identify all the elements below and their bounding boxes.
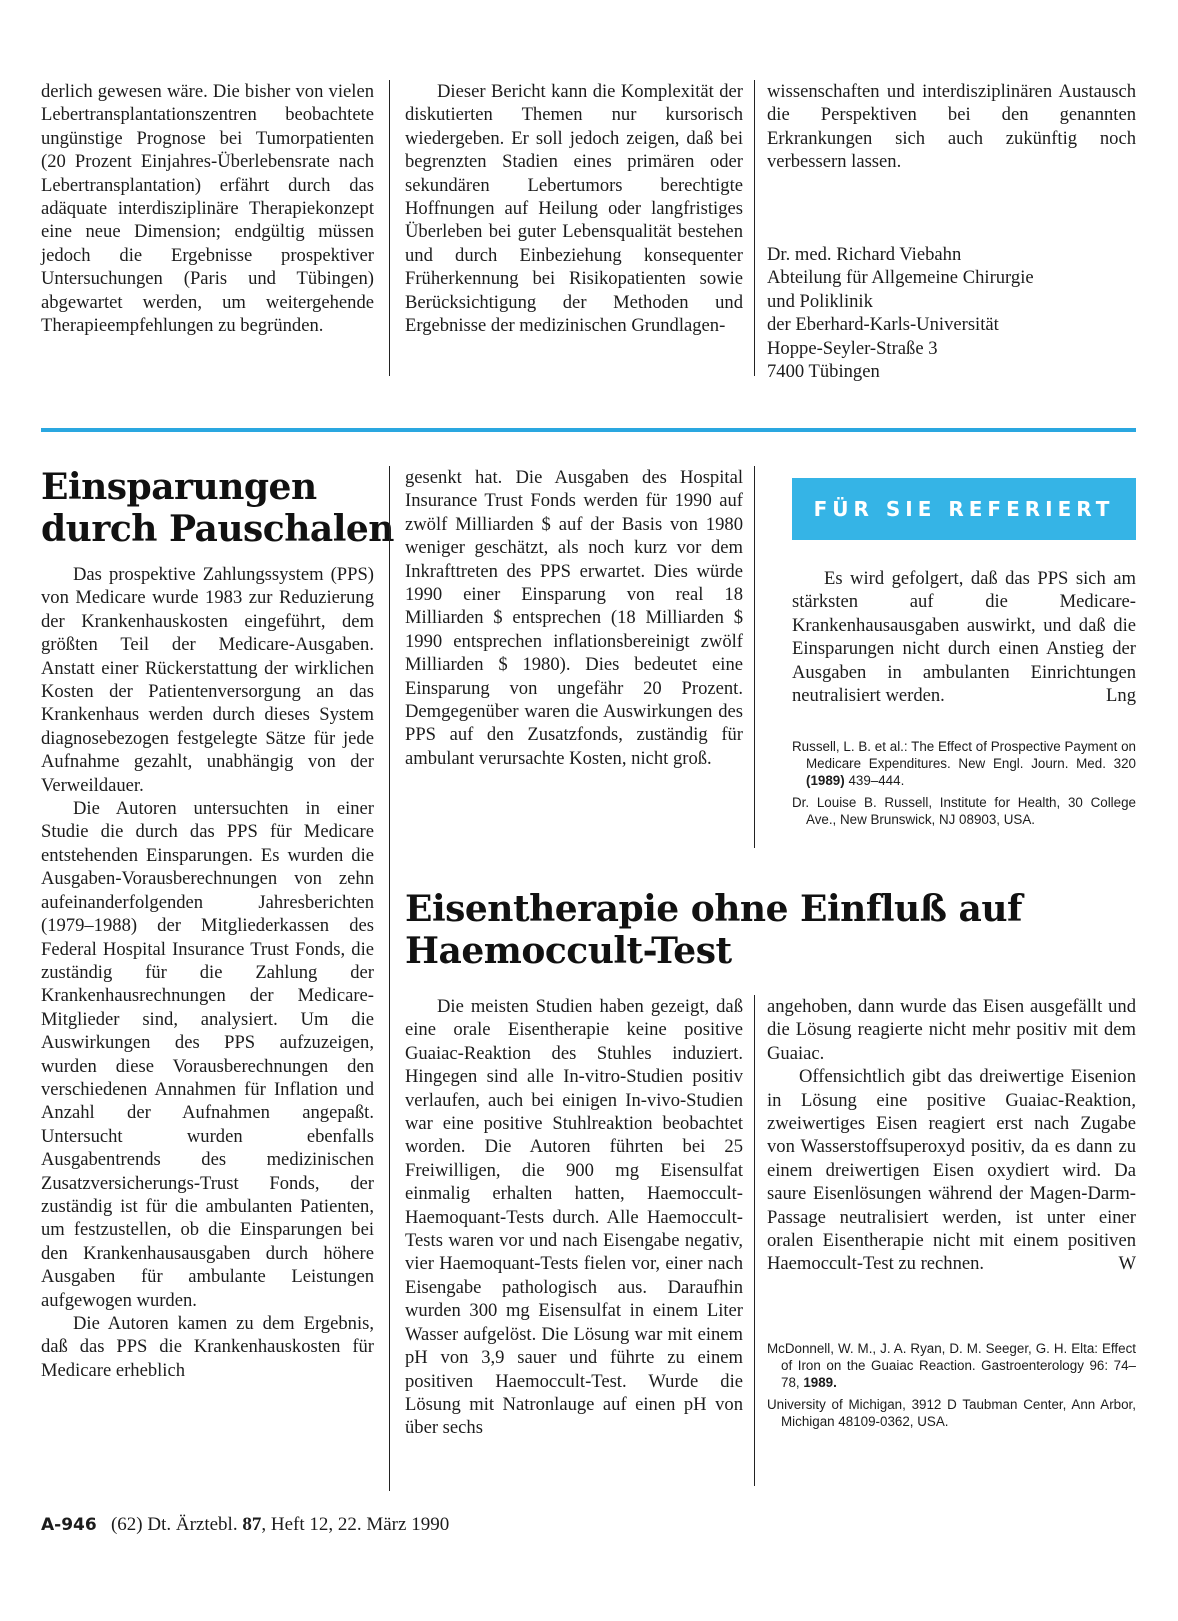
reference-citation (792, 738, 1136, 789)
citation-text: McDonnell, W. M., J. A. Ryan, D. M. Seeger, G. H. Elta: Effect of Iron on the Guaiac Reaction. Gastroenterology 96: 74–78, (767, 1341, 1136, 1390)
article-title-einsparungen (41, 466, 394, 550)
article1-column-2 (405, 466, 743, 770)
article1-col2-text: gesenkt hat. Die Ausgaben des Hospital Insurance Trust Fonds werden für 1990 auf zwölf Milliarden $ auf der Basis von 1980 weniger geschätzt, als noch kurz vor dem Inkrafttreten des PPS erwartet. Dies würde 1990 einer Einsparung von real 18 Milliarden $ entsprechen (18 Milliarden $ 1990 entsprechen inflationsbereinigt zwölf Milliarden $ 1980). Dies bedeutet eine Einsparung von ungefähr 20 Prozent. Demgegenüber waren die Auswirkungen des PPS auf den Zusatzfonds, zuständig für ambulant verursachte Kosten, nicht groß. (405, 467, 743, 769)
section-divider-rule (41, 428, 1136, 432)
article1-col3-text (792, 567, 1136, 707)
article2-column-2 (767, 995, 1136, 1276)
article2-col1-text: Die meisten Studien haben gezeigt, daß eine orale Eisentherapie keine positive Guaiac-Reaktion des Stuhles induziert. Hingegen sind alle In-vitro-Studien positiv verlaufen, auch bei einigen In-vivo-Studien war eine positive Stuhlreaktion beobachtet worden. Die Autoren führten bei 25 Freiwilligen, die 900 mg Eisensulfat einmalig erhalten hatten, Haemoccult-Haemoquant-Tests durch. Alle Haemoccult-Tests waren vor und nach Eisengabe negativ, vier Haemoquant-Tests fielen vor, einer nach Eisengabe pathologisch aus. Daraufhin wurden 300 mg Eisensulfat in einem Liter Wasser aufgelöst. Die Lösung war mit einem pH von 3,9 sauer und führte zu einem positiven Haemoccult-Test. Wurde die Lösung mit Natronlauge auf einen pH von über sechs (405, 996, 743, 1439)
signature-line: und Poliklinik (767, 290, 873, 312)
article2-references (767, 1340, 1136, 1435)
signature-line: Hoppe-Seyler-Straße 3 (767, 337, 938, 359)
top-column-1 (41, 80, 374, 337)
article1-summary: Es wird gefolgert, daß das PPS sich am stärksten auf die Medicare-Krankenhausausgaben auswirkt, und daß die Einsparungen nicht durch einen Anstieg der Ausgaben in ambulanten Einrichtungen neutralisiert werden. (792, 568, 1136, 707)
column-divider (389, 80, 390, 376)
article2-column-1 (405, 995, 743, 1440)
top-col1-text: derlich gewesen wäre. Die bisher von vielen Lebertransplantationszentren beobachtete ungünstige Prognose bei Tumorpatienten (20 Prozent Einjahres-Überlebensrate nach Lebertransplantation) erfährt durch das adäquate interdisziplinäre Therapiekonzept eine neue Dimension; endgültig müssen jedoch die Ergebnisse prospektiver Untersuchungen (Paris und Tübingen) abgewartet werden, um weitergehende Therapieempfehlungen zu begründen. (41, 81, 374, 337)
column-divider (754, 466, 755, 848)
article1-column-1 (41, 563, 374, 1382)
reference-address: University of Michigan, 3912 D Taubman Center, Ann Arbor, Michigan 48109-0362, USA. (767, 1397, 1136, 1429)
reference-address: Dr. Louise B. Russell, Institute for Health, 30 College Ave., New Brunswick, NJ 08903, USA. (792, 795, 1136, 827)
page-number: A-946 (41, 1515, 97, 1535)
author-tag: Lng (1106, 685, 1136, 707)
top-column-3 (767, 80, 1136, 174)
article1-paragraph: Die Autoren untersuchten in einer Studie die durch das PPS für Medicare entstehenden Einsparungen. Es wurden die Ausgaben-Vorausberechnungen von zehn aufeinanderfolgenden Jahresberichten (1979–1988) der Mitgliederkassen des Federal Hospital Insurance Trust Fonds, die zuständig für die Zahlung der Krankenhausrechnungen der Medicare-Mitglieder sind, analysiert. Um die Auswirkungen des PPS aufzuzeigen, wurden diese Vorausberechnungen den verschiedenen Annahmen für Inflation und Anzahl der Aufnahmen angepaßt. Untersucht wurden ebenfalls Ausgabentrends des medizinischen Zusatzversicherungs-Trust Fonds, der zuständig ist für die ambulanten Patienten, um festzustellen, ob die Einsparungen bei den Krankenhausausgaben durch höhere Ausgaben für ambulante Leistungen aufgewogen wurden. (41, 798, 374, 1311)
page-footer (41, 1513, 449, 1537)
author-signature (767, 243, 1034, 383)
column-divider (754, 80, 755, 376)
signature-line: Abteilung für Allgemeine Chirurgie (767, 267, 1034, 289)
title-line: Eisentherapie ohne Einfluß auf (405, 888, 1023, 930)
signature-line: 7400 Tübingen (767, 361, 880, 383)
article-title-eisentherapie (405, 888, 1022, 972)
title-line: Haemoccult-Test (405, 930, 732, 972)
issue-suffix: , Heft 12, 22. März 1990 (261, 1514, 450, 1535)
citation-pages: 439–444. (844, 773, 905, 788)
column-divider (389, 466, 390, 1491)
section-banner: FÜR SIE REFERIERT (792, 478, 1136, 540)
citation-year: 1989. (803, 1375, 837, 1390)
citation-text: Russell, L. B. et al.: The Effect of Prospective Payment on Medicare Expenditures. New Engl. Journ. Med. 320 (792, 739, 1136, 771)
article1-paragraph: Die Autoren kamen zu dem Ergebnis, daß das PPS die Krankenhauskosten für Medicare erheblich (41, 1313, 374, 1381)
article2-paragraph: angehoben, dann wurde das Eisen ausgefällt und die Lösung reagierte nicht mehr positiv mit dem Guaiac. (767, 996, 1136, 1064)
article1-paragraph: Das prospektive Zahlungssystem (PPS) von Medicare wurde 1983 zur Reduzierung der Krankenhauskosten eingeführt, dem größten Teil der Medicare-Ausgaben. Anstatt einer Rückerstattung der wirklichen Kosten der Patientenversorgung an das Krankenhaus werden durch dieses System diagnosebezogen festgelegte Sätze für jede Aufnahme gezahlt, unabhängig von der Verweildauer. (41, 564, 374, 796)
column-divider (754, 995, 755, 1486)
top-col2-text: Dieser Bericht kann die Komplexität der diskutierten Themen nur kursorisch wiedergeben. Er soll jedoch zeigen, daß bei begrenzten Stadien eines primären oder sekundären Lebertumors berechtigte Hoffnungen auf Heilung oder langfristiges Überleben bei guter Lebensqualität bestehen und durch Einbeziehung konsequenter Früherkennung bei Risikopatienten sowie Berücksichtigung der Methoden und Ergebnisse der medizinischen Grundlagen- (405, 81, 743, 337)
signature-line: Dr. med. Richard Viebahn (767, 244, 962, 265)
reference-citation (767, 1340, 1136, 1391)
top-column-2 (405, 80, 743, 337)
citation-year: (1989) (806, 773, 845, 788)
title-line: Einsparungen (41, 466, 317, 508)
article1-column-3 (792, 567, 1136, 707)
volume-number: 87 (242, 1514, 262, 1535)
article2-conclusion: Offensichtlich gibt das dreiwertige Eisenion in Lösung eine positive Guaiac-Reaktion, zweiwertiges Eisen reagiert erst nach Zugabe von Wasserstoffsuperoxyd positiv, da es dann zu einem dreiwertigen Eisen oxydiert wird. Da saure Eisenlösungen während der Magen-Darm-Passage neutralisiert werden, ist unter einer oralen Eisentherapie nicht mit einem positiven Haemoccult-Test zu rechnen. (767, 1066, 1136, 1275)
issue-prefix: (62) Dt. Ärztebl. (110, 1514, 243, 1535)
author-tag: W (1118, 1253, 1136, 1275)
article1-references (792, 738, 1136, 833)
article2-paragraph (767, 1065, 1136, 1276)
signature-line: der Eberhard-Karls-Universität (767, 314, 999, 336)
title-line: durch Pauschalen (41, 508, 394, 550)
top-col3-text: wissenschaften und interdisziplinären Austausch die Perspektiven bei den genannten Erkrankungen sich auch zukünftig noch verbessern lassen. (767, 81, 1136, 173)
